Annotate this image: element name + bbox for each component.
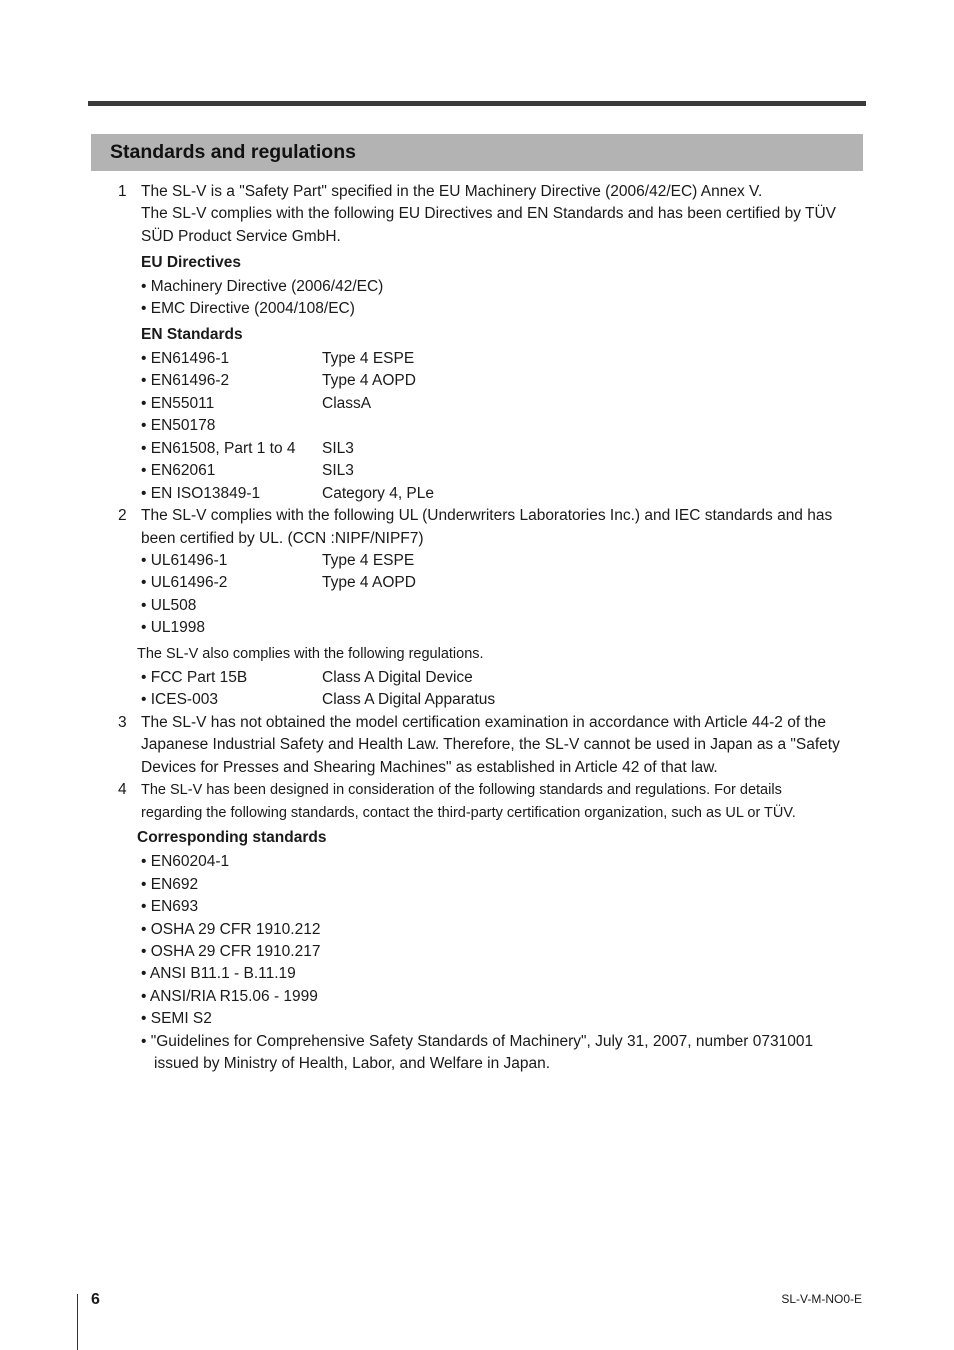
list-item: • ANSI B11.1 - B.11.19 bbox=[141, 965, 296, 982]
list-item-value: Type 4 ESPE bbox=[322, 552, 415, 569]
list-item-value: Class A Digital Apparatus bbox=[322, 691, 496, 708]
list-item: • EN693 bbox=[141, 898, 199, 915]
list-item: • EN60204-1 bbox=[141, 853, 230, 870]
section-title-bar bbox=[91, 134, 863, 171]
list-item: • SEMI S2 bbox=[141, 1010, 212, 1027]
list-item: • EMC Directive (2004/108/EC) bbox=[141, 300, 355, 317]
list-item: • OSHA 29 CFR 1910.212 bbox=[141, 921, 321, 938]
list-item-value: ClassA bbox=[322, 395, 372, 412]
page-number: 6 bbox=[91, 1291, 100, 1308]
list-item-continuation: issued by Ministry of Health, Labor, and Welfare in Japan. bbox=[154, 1055, 551, 1072]
list-item: • EN62061 bbox=[141, 462, 216, 479]
corresponding-standards-heading: Corresponding standards bbox=[137, 829, 327, 846]
list-item: • EN55011 bbox=[141, 395, 215, 412]
footer-rule bbox=[77, 1294, 78, 1350]
list-item: • OSHA 29 CFR 1910.217 bbox=[141, 943, 321, 960]
list-item: • EN50178 bbox=[141, 417, 216, 434]
list-item: • Machinery Directive (2006/42/EC) bbox=[141, 278, 384, 295]
s3-line-2: Japanese Industrial Safety and Health Law. Therefore, the SL-V cannot be used in Japan as a "Safety bbox=[141, 736, 840, 753]
list-item: • EN61496-1 bbox=[141, 350, 230, 367]
list-item: • ICES-003 bbox=[141, 691, 218, 708]
list-item-value: Type 4 AOPD bbox=[322, 574, 416, 591]
list-item: • UL61496-2 bbox=[141, 574, 228, 591]
list-item: • UL61496-1 bbox=[141, 552, 228, 569]
top-rule bbox=[88, 101, 866, 106]
s2-line-2: been certified by UL. (CCN :NIPF/NIPF7) bbox=[141, 530, 424, 547]
en-standards-heading: EN Standards bbox=[141, 326, 243, 343]
list-item: • EN692 bbox=[141, 876, 199, 893]
item-number-1: 1 bbox=[118, 183, 127, 200]
list-item: • "Guidelines for Comprehensive Safety Standards of Machinery", July 31, 2007, number 0731001 bbox=[141, 1033, 814, 1050]
s3-line-1: The SL-V has not obtained the model certification examination in accordance with Article 44-2 of the bbox=[141, 714, 826, 731]
list-item: • UL1998 bbox=[141, 619, 206, 636]
item-number-4: 4 bbox=[118, 781, 127, 798]
list-item-value: SIL3 bbox=[322, 440, 354, 457]
list-item-value: Class A Digital Device bbox=[322, 669, 473, 686]
list-item-value: Category 4, PLe bbox=[322, 485, 435, 502]
page-title: Standards and regulations bbox=[110, 141, 356, 163]
document-code: SL-V-M-NO0-E bbox=[781, 1292, 862, 1306]
list-item: • FCC Part 15B bbox=[141, 669, 248, 686]
s3-line-3: Devices for Presses and Shearing Machines" as established in Article 42 of that law. bbox=[141, 759, 718, 776]
list-item-value: SIL3 bbox=[322, 462, 354, 479]
item-number-2: 2 bbox=[118, 507, 127, 524]
s1-line-1: The SL-V is a "Safety Part" specified in the EU Machinery Directive (2006/42/EC) Annex V. bbox=[141, 183, 763, 200]
s4-line-1: The SL-V has been designed in consideration of the following standards and regulations. For details bbox=[141, 782, 782, 798]
eu-directives-heading: EU Directives bbox=[141, 254, 241, 271]
s1-line-2: The SL-V complies with the following EU Directives and EN Standards and has been certified by TÜV bbox=[141, 205, 836, 222]
list-item: • EN61508, Part 1 to 4 bbox=[141, 440, 296, 457]
s1-line-3: SÜD Product Service GmbH. bbox=[141, 228, 341, 245]
list-item: • EN ISO13849-1 bbox=[141, 485, 261, 502]
list-item: • UL508 bbox=[141, 597, 197, 614]
list-item-value: Type 4 AOPD bbox=[322, 372, 416, 389]
item-number-3: 3 bbox=[118, 714, 127, 731]
list-item: • ANSI/RIA R15.06 - 1999 bbox=[141, 988, 318, 1005]
list-item: • EN61496-2 bbox=[141, 372, 230, 389]
s4-line-2: regarding the following standards, contact the third-party certification organization, such as UL or TÜV. bbox=[141, 805, 796, 821]
list-item-value: Type 4 ESPE bbox=[322, 350, 415, 367]
regulations-intro: The SL-V also complies with the following regulations. bbox=[137, 646, 484, 662]
s2-line-1: The SL-V complies with the following UL (Underwriters Laboratories Inc.) and IEC standards and has bbox=[141, 507, 833, 524]
